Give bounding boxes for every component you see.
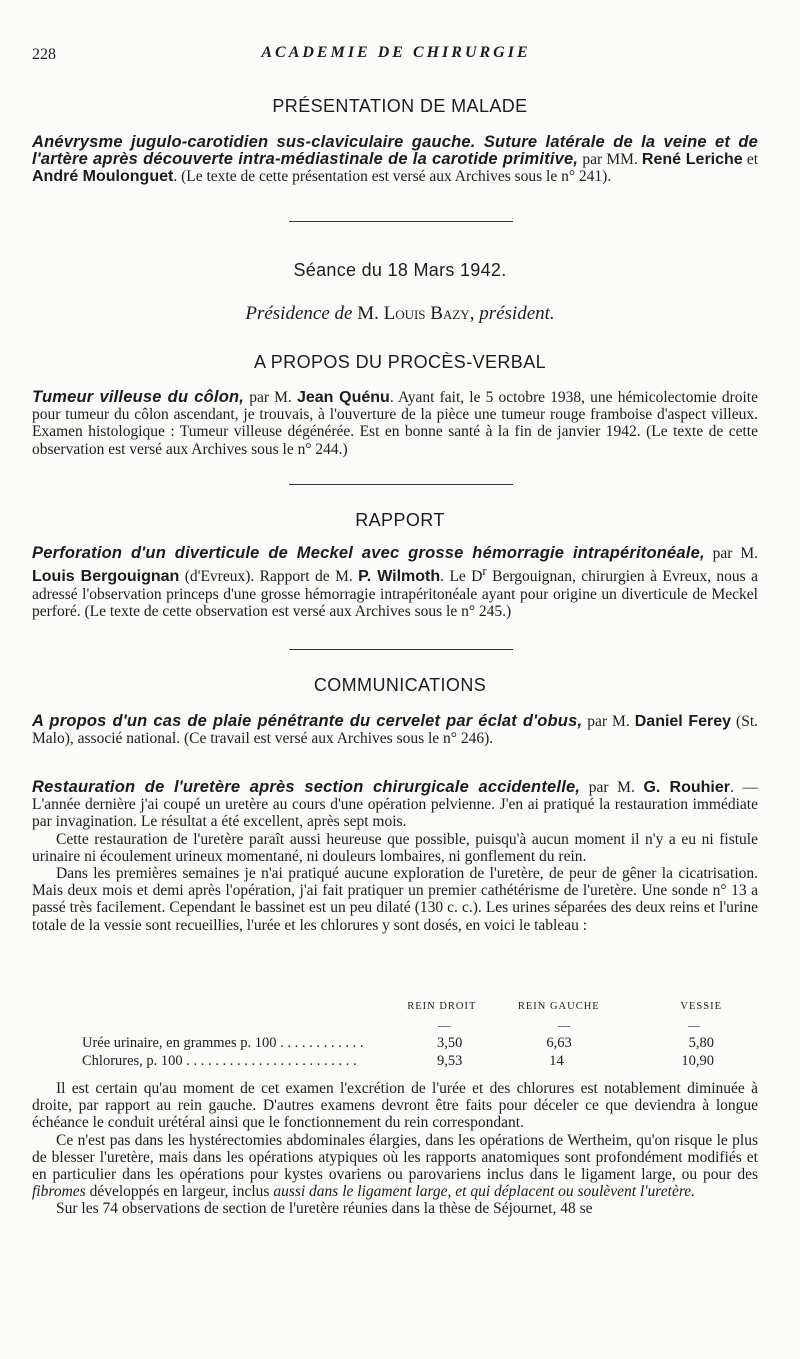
- table-cell: 3,50: [437, 1035, 463, 1051]
- rapport-author: Louis Bergouignan: [32, 568, 180, 586]
- table-header-row: [82, 998, 722, 1016]
- table-row: [82, 1052, 722, 1070]
- proces-text: . Ayant fait, le 5 octobre 1938, une hémicolectomie droite pour tumeur du côlon ascendant, je trouvais, à l'ouverture de la pièce une tumeur rouge framboise d'aspect villeux. Examen histologique : Tumeur villeuse dégénérée. Est en bonne santé à la fin de janvier 1942. (Le texte de cette observation est versé aux Archives sous le n° 244.): [32, 389, 758, 458]
- presentation-by: par MM.: [578, 151, 642, 169]
- presentation-author-2: André Moulonguet: [32, 168, 174, 186]
- communication-2-paragraph-1: [32, 779, 758, 831]
- paragraph-5-text-a: Ce n'est pas dans les hystérectomies abdominales élargies, dans les opérations de Wertheim, qu'on risque le plus de blesser l'uretère, mais dans les opérations atypiques où les rapports anatomiques sont profondément modifiés et en particulier dans les opérations pour kystes ovariens ou parovariens inclus dans le ligament large, ou pour des: [32, 1131, 758, 1184]
- president-name: Louis Bazy: [383, 303, 470, 324]
- results-table: [82, 998, 722, 1070]
- column-header-rein-gauche: REIN GAUCHE: [517, 1001, 600, 1012]
- presidency-label: Présidence de: [245, 303, 353, 324]
- communication-2: [32, 779, 758, 934]
- table-cell: 5,80: [688, 1035, 714, 1051]
- journal-title: ACADEMIE DE CHIRURGIE: [261, 44, 531, 61]
- communication-1-title: A propos d'un cas de plaie pénétrante du cervelet par éclat d'obus,: [32, 712, 583, 730]
- table-dash-row: [82, 1016, 722, 1034]
- presentation-note: . (Le texte de cette présentation est versé aux Archives sous le n° 241).: [173, 168, 612, 186]
- table-dash: —: [557, 1018, 570, 1032]
- presidency-line: [0, 305, 800, 322]
- table-cell: 6,63: [546, 1035, 572, 1051]
- table-dash: —: [688, 1018, 700, 1032]
- communication-2-paragraph-4: Il est certain qu'au moment de cet examen l'excrétion de l'urée et des chlorures est notablement diminuée à droite, par rapport au rein gauche. D'autres examens devront être faits pour déceler ce que deviendra à longue échéance le conduit urétéral ainsi que le fonctionnement du rein correspondant.: [32, 1080, 758, 1132]
- president-role: président.: [479, 303, 555, 324]
- rapport-by: par M.: [704, 545, 759, 562]
- separator-rule: [289, 221, 513, 222]
- communication-1-by: par M.: [582, 713, 635, 730]
- presidency-comma: ,: [469, 303, 480, 324]
- rapport-title: Perforation d'un diverticule de Meckel avec grosse hémorragie intrapéritonéale,: [32, 544, 705, 562]
- page-number: 228: [32, 46, 56, 63]
- communication-2-paragraph-3: Dans les premières semaines je n'ai pratiqué aucune exploration de l'uretère, de peur de gêner la cicatrisation. Mais deux mois et demi après l'opération, j'ai fait pratiquer un premier cathétérisme de l'uretère. Une sonde n° 13 a passé très facilement. Cependant le bassinet est un peu dilaté (130 c. c.). Les urines séparées des deux reins et l'urine totale de la vessie sont recueillies, l'urée et les chlorures y sont dosés, en voici le tableau :: [32, 865, 758, 934]
- paragraph-5-fibromes: fibromes: [32, 1183, 86, 1201]
- communication-2-by: par M.: [580, 779, 644, 796]
- heading-presentation: PRÉSENTATION DE MALADE: [272, 96, 528, 116]
- presentation-and: et: [742, 151, 759, 169]
- communication-2-paragraph-2: Cette restauration de l'uretère paraît aussi heureuse que possible, puisqu'à aucun moment il n'y a eu ni fistule urinaire ni écoulement urineux momentané, ni douleurs lombaires, ni gonflement du rein.: [32, 830, 758, 865]
- communication-2-continued: [32, 1080, 758, 1218]
- communication-1: [32, 713, 758, 747]
- rapport-entry: [32, 545, 758, 620]
- column-header-vessie: VESSIE: [680, 1001, 722, 1012]
- rapport-paragraph: [32, 545, 758, 620]
- proces-by: par M.: [244, 389, 297, 406]
- paragraph-5-text-d: aussi dans le ligament large, et qui déplacent ou soulèvent l'uretère.: [273, 1183, 696, 1201]
- communication-1-paragraph: [32, 713, 758, 747]
- paragraph-5-text-c: développés en largeur, inclus: [85, 1183, 274, 1201]
- communication-2-author: G. Rouhier: [643, 779, 730, 796]
- proces-paragraph: [32, 389, 758, 458]
- column-header-rein-droit: REIN DROIT: [407, 1001, 477, 1012]
- heading-proces-verbal: A PROPOS DU PROCÈS-VERBAL: [253, 352, 547, 372]
- table-cell: 14: [549, 1053, 564, 1069]
- presentation-title: Anévrysme jugulo-carotidien sus-claviculaire gauche. Suture latérale de la veine et de l'artère après découverte intra-médiastinale de la carotide primitive,: [32, 133, 758, 169]
- proces-author: Jean Quénu: [296, 389, 390, 406]
- communication-2-title: Restauration de l'uretère après section chirurgicale accidentelle,: [32, 778, 581, 796]
- table-row: [82, 1034, 722, 1052]
- heading-rapport: RAPPORT: [355, 510, 445, 530]
- heading-communications: COMMUNICATIONS: [313, 675, 487, 695]
- presentation-paragraph: [32, 134, 758, 186]
- rapport-text-3: Bergouignan, chirurgien à Evreux, nous a adressé l'observation princeps d'une grosse hémorragie intrapéritonéale ayant pour origine un diverticule de Meckel perforé. (Le texte de cette observation est versé aux Archives sous le n° 245.): [32, 568, 758, 620]
- presentation-author-1: René Leriche: [641, 151, 743, 169]
- table-cell: 10,90: [681, 1053, 714, 1069]
- communication-2-paragraph-5: [32, 1132, 758, 1201]
- table-dash: —: [438, 1018, 451, 1032]
- table-dash-spacer: [82, 1016, 363, 1034]
- table-corner: [82, 998, 363, 1016]
- rapport-sup: r: [482, 563, 487, 579]
- running-header: [32, 44, 760, 66]
- proces-title: Tumeur villeuse du côlon,: [32, 388, 245, 406]
- separator-rule: [289, 484, 513, 485]
- rapport-text-2: . Le D: [440, 568, 483, 586]
- proces-entry: [32, 389, 758, 458]
- communication-1-text: (St. Malo), associé national. (Ce travail est versé aux Archives sous le n° 246).: [32, 713, 759, 748]
- communication-2-text-1: . — L'année dernière j'ai coupé un uretère au cours d'une opération pelvienne. J'en ai pratiqué la restauration immédiate par invagination. Le résultat a été excellent, après sept mois.: [32, 779, 758, 831]
- rapport-text-1: (d'Evreux). Rapport de M.: [179, 568, 359, 586]
- rapport-author-2: P. Wilmoth: [358, 568, 441, 586]
- presidency-m: M.: [352, 303, 384, 324]
- presentation-entry: [32, 134, 758, 186]
- communication-2-paragraph-6: Sur les 74 observations de section de l'uretère réunies dans la thèse de Séjournet, 48 se: [56, 1200, 593, 1218]
- table-row-label: Chlorures, p. 100 . . . . . . . . . . . . . . . . . . . . . . . .: [82, 1053, 357, 1069]
- table-row-label: Urée urinaire, en grammes p. 100 . . . . . . . . . . . .: [82, 1035, 364, 1051]
- table-cell: 9,53: [437, 1053, 463, 1069]
- communication-1-author: Daniel Ferey: [634, 713, 732, 730]
- seance-title: Séance du 18 Mars 1942.: [293, 260, 507, 280]
- separator-rule: [289, 649, 513, 650]
